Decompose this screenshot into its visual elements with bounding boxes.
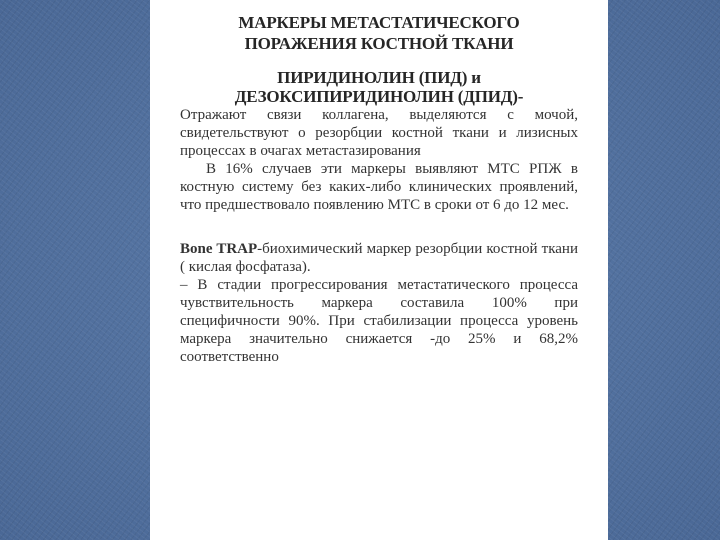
paragraph-detection: В 16% случаев эти маркеры выявляют МТС РПЖ в костную систему без каких-либо клинических проявлений, что предшествовало появлению МТС в сроки от 6 до 12 мес. [180,161,578,213]
heading-line-1: ПИРИДИНОЛИН (ПИД) и [277,68,481,87]
heading-line-2: ДЕЗОКСИПИРИДИНОЛИН (ДПИД)- [234,87,524,106]
paragraph-bone-trap [180,240,578,276]
title-line-2: ПОРАЖЕНИЯ КОСТНОЙ ТКАНИ [244,34,514,53]
bone-trap-definition: -биохимический маркер резорбции костной ткани ( кислая фосфатаза). [180,241,578,275]
bone-trap-term: Bone TRAP [180,241,258,257]
document-title [180,12,578,54]
section-heading [180,68,578,106]
paragraph-collagen: Отражают связи коллагена, выделяются с мочой, свидетельствуют о резорбции костной ткани и лизисных процессах в очагах метастазирования [180,107,578,159]
paragraph-progression: – В стадии прогрессирования метастатического процесса чувствительность маркера составила 100% при специфичности 90%. При стабилизации процесса уровень маркера значительно снижается -до 25% и 68,2% соответственно [180,277,578,365]
document-page [150,0,608,540]
title-line-1: МАРКЕРЫ МЕТАСТАТИЧЕСКОГО [238,13,520,32]
spacer [180,214,578,240]
